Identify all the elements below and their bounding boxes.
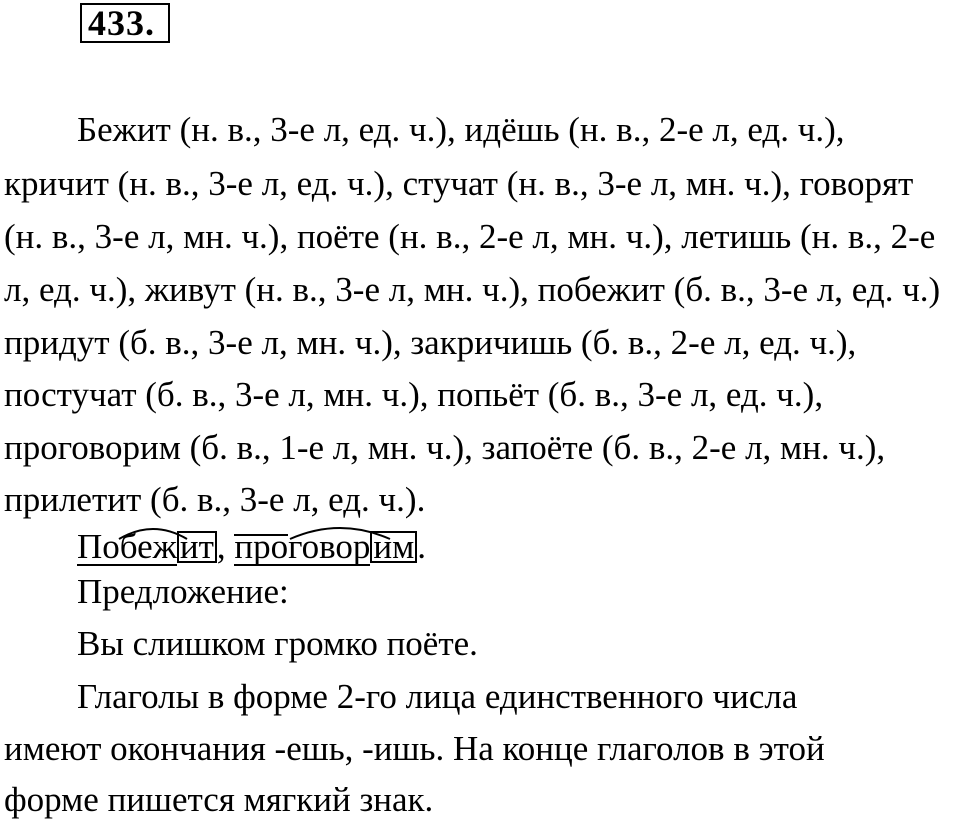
prefix-po: По bbox=[77, 527, 120, 566]
morpheme-analysis bbox=[77, 527, 426, 567]
paragraph-line-2: кричит (н. в., 3-е л, ед. ч.), стучат (н. в., 3-е л, мн. ч.), говорят bbox=[4, 164, 914, 203]
paragraph-line-4: л, ед. ч.), живут (н. в., 3-е л, мн. ч.), побежит (б. в., 3-е л, ед. ч.) bbox=[4, 270, 941, 309]
prefix-pro: про bbox=[234, 527, 289, 566]
paragraph-line-1: Бежит (н. в., 3-е л, ед. ч.), идёшь (н. в., 2-е л, ед. ч.), bbox=[77, 110, 845, 149]
conclusion-line-1: Глаголы в форме 2-го лица единственного числа bbox=[77, 677, 798, 716]
root-bezh: беж bbox=[119, 527, 177, 566]
conclusion-line-3: форме пишется мягкий знак. bbox=[4, 780, 434, 819]
sentence: Вы слишком громко поёте. bbox=[77, 624, 478, 663]
root-arc-1 bbox=[77, 523, 217, 543]
paragraph-line-6: постучат (б. в., 3-е л, мн. ч.), попьёт (б. в., 3-е л, ед. ч.), bbox=[4, 375, 824, 414]
end-punct: . bbox=[417, 527, 427, 566]
sentence-label: Предложение: bbox=[77, 572, 289, 611]
paragraph-line-8: прилетит (б. в., 3-е л, ед. ч.). bbox=[4, 480, 426, 519]
exercise-number: 433. bbox=[80, 3, 170, 43]
conclusion-line-2: имеют окончания -ешь, -ишь. На конце глаголов в этой bbox=[4, 729, 825, 768]
paragraph-line-7: проговорим (б. в., 1-е л, мн. ч.), запоёте (б. в., 2-е л, мн. ч.), bbox=[4, 428, 886, 467]
paragraph-line-5: придут (б. в., 3-е л, мн. ч.), закричишь (б. в., 2-е л, ед. ч.), bbox=[4, 323, 857, 362]
root-govor: говор bbox=[288, 527, 371, 566]
paragraph-line-3: (н. в., 3-е л, мн. ч.), поёте (н. в., 2-е л, мн. ч.), летишь (н. в., 2-е bbox=[4, 217, 936, 256]
ending-im: им bbox=[370, 531, 417, 563]
separator: , bbox=[216, 527, 235, 566]
root-arc-2 bbox=[234, 523, 434, 543]
ending-it: ит bbox=[177, 531, 217, 563]
word-progovorim bbox=[234, 527, 417, 567]
word-pobezhit bbox=[77, 527, 217, 567]
